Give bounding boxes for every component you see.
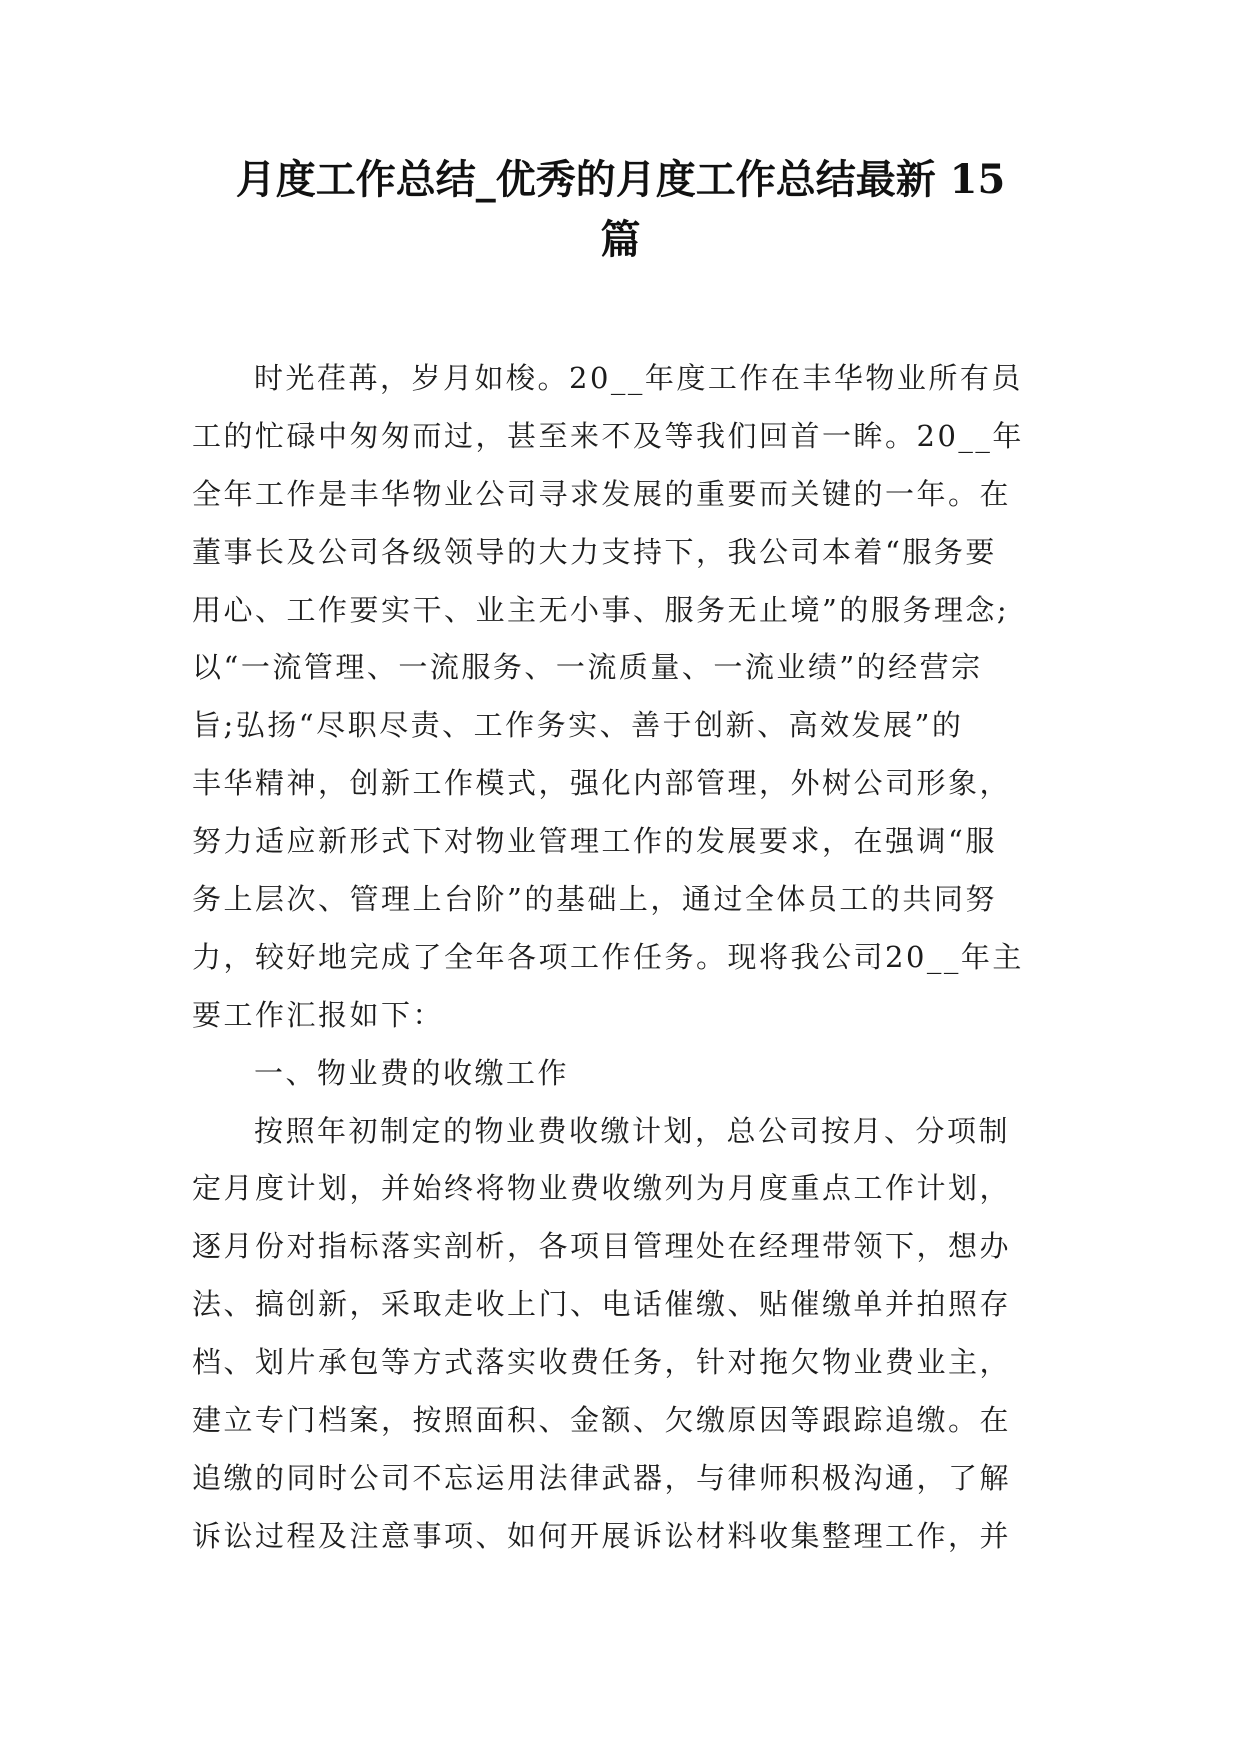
body-line: 定月度计划，并始终将物业费收缴列为月度重点工作计划，	[192, 1171, 1012, 1206]
body-line: 务上层次、管理上台阶”的基础上，通过全体员工的共同努	[192, 882, 997, 917]
body-line: 丰华精神，创新工作模式，强化内部管理，外树公司形象，	[192, 766, 1012, 801]
body-line: 按照年初制定的物业费收缴计划，总公司按月、分项制	[254, 1113, 1011, 1148]
body-line: 用心、工作要实干、业主无小事、服务无止境”的服务理念;	[192, 592, 1010, 627]
document-body	[192, 350, 1052, 1566]
body-line: 法、搞创新，采取走收上门、电话催缴、贴催缴单并拍照存	[192, 1287, 1012, 1322]
body-line: 董事长及公司各级领导的大力支持下，我公司本着“服务要	[192, 534, 997, 569]
body-line: 逐月份对指标落实剖析，各项目管理处在经理带领下，想办	[192, 1229, 1012, 1264]
body-line: 诉讼过程及注意事项、如何开展诉讼材料收集整理工作，并	[192, 1518, 1012, 1553]
body-line: 建立专门档案，按照面积、金额、欠缴原因等跟踪追缴。在	[192, 1403, 1012, 1438]
body-line: 时光荏苒，岁月如梭。20__年度工作在丰华物业所有员	[254, 361, 1023, 395]
body-line: 追缴的同时公司不忘运用法律武器，与律师积极沟通，了解	[192, 1460, 1012, 1495]
body-line: 旨;弘扬“尽职尽责、工作务实、善于创新、高效发展”的	[192, 708, 964, 743]
body-line: 档、划片承包等方式落实收费任务，针对拖欠物业费业主，	[192, 1345, 1012, 1380]
body-line: 一、物业费的收缴工作	[254, 1055, 570, 1090]
title-line: 月度工作总结_优秀的月度工作总结最新 15	[235, 156, 1006, 203]
body-line: 以“一流管理、一流服务、一流质量、一流业绩”的经营宗	[192, 650, 983, 685]
body-line: 力，较好地完成了全年各项工作任务。现将我公司20__年主	[192, 939, 1024, 974]
body-line: 要工作汇报如下：	[192, 997, 445, 1032]
title-line: 篇	[600, 216, 641, 263]
body-line: 努力适应新形式下对物业管理工作的发展要求，在强调“服	[192, 824, 997, 859]
body-line: 全年工作是丰华物业公司寻求发展的重要而关键的一年。在	[192, 476, 1012, 511]
document-title	[150, 150, 1091, 270]
body-line: 工的忙碌中匆匆而过，甚至来不及等我们回首一眸。20__年	[192, 418, 1024, 453]
